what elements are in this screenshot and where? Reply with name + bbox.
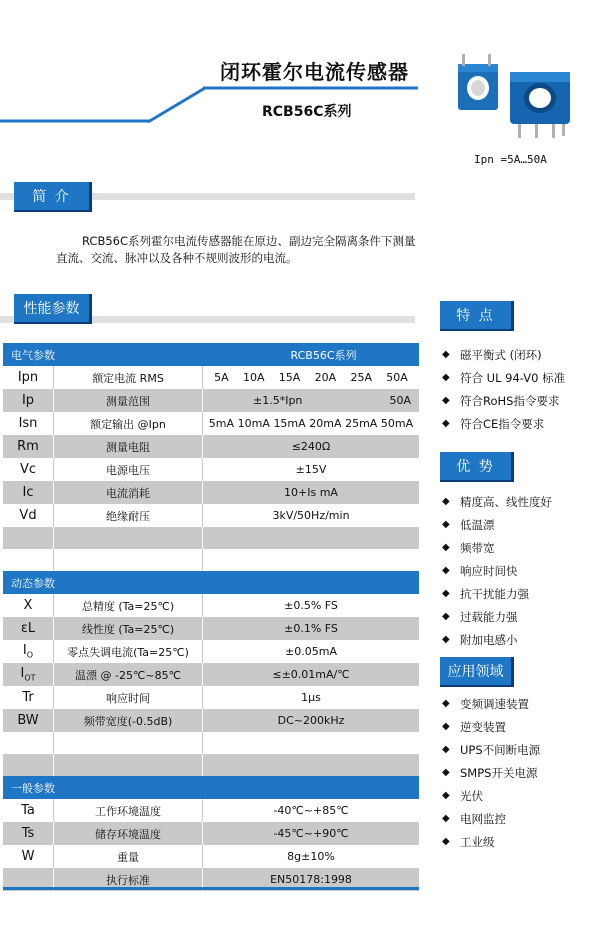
list-item: ◆ 精度高、线性度好 — [442, 494, 552, 509]
param-value: -45℃~+90℃ — [273, 827, 349, 840]
features-list — [442, 343, 565, 435]
param-symbol: Ip — [21, 393, 35, 408]
section-label: 动态参数 — [11, 576, 55, 590]
param-value: EN50178:1998 — [270, 873, 352, 886]
param-symbol: εL — [20, 621, 36, 636]
value-cell: 20mA — [309, 417, 342, 430]
table-row — [3, 663, 419, 686]
list-item: ◆ 响应时间快 — [442, 563, 518, 578]
section-label: 电气参数 — [11, 348, 55, 362]
intro-heading: 简 介 — [14, 182, 92, 212]
intro-text: RCB56C系列霍尔电流传感器能在原边、副边完全隔离条件下测量直流、交流、脉冲以及各种不规则波形的电流。 — [56, 234, 416, 265]
param-symbol: $I_O$ — [22, 643, 34, 660]
param-name: 零点失调电流(Ta=25℃) — [53, 640, 203, 663]
param-symbol: Vc — [19, 462, 37, 477]
ipn-range-caption: Ipn =5A…50A — [474, 153, 547, 166]
param-name: 响应时间 — [53, 686, 203, 709]
param-value: ±0.5% FS — [284, 599, 338, 612]
param-name: 额定电流 RMS — [53, 366, 203, 389]
table-row — [3, 594, 419, 617]
table-row — [3, 822, 419, 845]
param-value: ≤240Ω — [291, 440, 331, 453]
diamond-bullet-icon: ◆ — [442, 813, 450, 824]
product-image — [440, 44, 590, 144]
list-item: ◆ UPS不间断电源 — [442, 742, 541, 757]
value-cell: 50A — [389, 394, 411, 407]
param-value: 3kV/50Hz/min — [272, 509, 350, 522]
list-item: ◆ 过载能力强 — [442, 609, 518, 624]
param-name: 温漂 @ -25℃~85℃ — [53, 663, 203, 686]
param-name: 总精度 (Ta=25℃) — [53, 594, 203, 617]
param-symbol: $I_{OT}$ — [20, 666, 36, 683]
param-values — [203, 371, 419, 384]
diamond-bullet-icon: ◆ — [442, 519, 450, 530]
diamond-bullet-icon: ◆ — [442, 836, 450, 847]
param-value: ±0.05mA — [285, 645, 337, 658]
diamond-bullet-icon: ◆ — [442, 634, 450, 645]
table-row — [3, 435, 419, 458]
list-item: ◆ 符合CE指令要求 — [442, 416, 545, 431]
table-row — [3, 389, 419, 412]
table-row — [3, 366, 419, 389]
table-bottom-rule — [3, 887, 419, 890]
diamond-bullet-icon: ◆ — [442, 542, 450, 553]
spec-table — [3, 343, 419, 891]
list-item: ◆ 电网监控 — [442, 811, 506, 826]
list-item: ◆ 频带宽 — [442, 540, 495, 555]
value-cell: 50mA — [380, 417, 414, 430]
list-item: ◆ 光伏 — [442, 788, 483, 803]
section-label: 一般参数 — [11, 781, 55, 795]
param-symbol: Rm — [17, 439, 39, 454]
performance-heading: 性能参数 — [14, 294, 92, 324]
param-symbol: Tr — [22, 690, 34, 705]
list-item: ◆ 抗干扰能力强 — [442, 586, 529, 601]
value-cell: 10mA — [237, 417, 270, 430]
table-row-empty — [3, 732, 419, 754]
param-name: 电流消耗 — [53, 481, 203, 504]
diamond-bullet-icon: ◆ — [442, 349, 450, 360]
list-item: ◆ 符合RoHS指令要求 — [442, 393, 560, 408]
diamond-bullet-icon: ◆ — [442, 744, 450, 755]
diamond-bullet-icon: ◆ — [442, 611, 450, 622]
param-symbol: BW — [17, 713, 39, 728]
diamond-bullet-icon: ◆ — [442, 565, 450, 576]
param-value: ±0.1% FS — [284, 622, 338, 635]
param-name: 工作环境温度 — [53, 799, 203, 822]
table-row — [3, 845, 419, 868]
table-row — [3, 686, 419, 709]
param-name: 频带宽度(-0.5dB) — [53, 709, 203, 732]
value-cell: 25A — [350, 371, 372, 384]
param-value: -40℃~+85℃ — [273, 804, 349, 817]
value-cell: ±1.5*Ipn — [253, 394, 303, 407]
param-value: ±15V — [295, 463, 327, 476]
param-value: ≤±0.01mA/℃ — [272, 668, 350, 681]
param-values — [203, 417, 419, 430]
features-heading: 特 点 — [440, 301, 514, 331]
param-value: 8g±10% — [287, 850, 335, 863]
table-row — [3, 481, 419, 504]
list-item: ◆ 磁平衡式 (闭环) — [442, 347, 542, 362]
list-item: ◆ 变频调速装置 — [442, 696, 529, 711]
param-symbol: W — [21, 849, 35, 864]
series-label: RCB56C系列 — [290, 348, 357, 362]
advantages-heading: 优 势 — [440, 452, 514, 482]
value-cell: 15mA — [273, 417, 306, 430]
diamond-bullet-icon: ◆ — [442, 418, 450, 429]
list-item: ◆ 符合 UL 94-V0 标准 — [442, 370, 566, 385]
table-row-empty — [3, 754, 419, 776]
diamond-bullet-icon: ◆ — [442, 496, 450, 507]
param-symbol: Vd — [19, 508, 37, 523]
param-name: 执行标准 — [53, 868, 203, 891]
param-symbol: X — [23, 598, 33, 613]
table-row — [3, 799, 419, 822]
param-symbol: Isn — [18, 416, 38, 431]
general-section-header — [3, 776, 419, 799]
list-item: ◆ SMPS开关电源 — [442, 765, 538, 780]
table-row — [3, 709, 419, 732]
value-cell: 50A — [386, 371, 408, 384]
param-name: 电源电压 — [53, 458, 203, 481]
param-value: DC~200kHz — [277, 714, 345, 727]
param-symbol: Ts — [21, 826, 35, 841]
param-symbol: Ic — [22, 485, 34, 500]
param-name: 线性度 (Ta=25℃) — [53, 617, 203, 640]
value-cell: 20A — [314, 371, 337, 384]
diamond-bullet-icon: ◆ — [442, 588, 450, 599]
diamond-bullet-icon: ◆ — [442, 698, 450, 709]
table-row — [3, 458, 419, 481]
param-name: 储存环境温度 — [53, 822, 203, 845]
param-name: 重量 — [53, 845, 203, 868]
table-row — [3, 640, 419, 663]
diamond-bullet-icon: ◆ — [442, 372, 450, 383]
table-row — [3, 617, 419, 640]
advantages-list — [442, 490, 552, 651]
diamond-bullet-icon: ◆ — [442, 395, 450, 406]
list-item: ◆ 工业级 — [442, 834, 495, 849]
param-symbol: Ipn — [17, 370, 39, 385]
electrical-section-header — [3, 343, 419, 366]
list-item: ◆ 附加电感小 — [442, 632, 518, 647]
applications-list — [442, 692, 540, 853]
applications-heading: 应用领域 — [440, 657, 514, 687]
param-values — [203, 394, 419, 407]
value-cell: 15A — [278, 371, 301, 384]
value-cell: 10A — [242, 371, 265, 384]
series-subtitle: RCB56C系列 — [262, 104, 352, 120]
diamond-bullet-icon: ◆ — [442, 721, 450, 732]
param-name: 绝缘耐压 — [53, 504, 203, 527]
param-name: 测量范围 — [53, 389, 203, 412]
table-row — [3, 504, 419, 527]
table-row — [3, 412, 419, 435]
dynamic-section-header — [3, 571, 419, 594]
diamond-bullet-icon: ◆ — [442, 767, 450, 778]
table-row-empty — [3, 549, 419, 571]
diamond-bullet-icon: ◆ — [442, 790, 450, 801]
param-value: 1μs — [301, 691, 321, 704]
param-symbol: Ta — [21, 803, 35, 818]
param-name: 测量电阻 — [53, 435, 203, 458]
list-item: ◆ 低温漂 — [442, 517, 495, 532]
page-title: 闭环霍尔电流传感器 — [220, 60, 409, 84]
value-cell: 25mA — [345, 417, 378, 430]
param-value: 10+Is mA — [284, 486, 338, 499]
value-cell: 5mA — [208, 417, 235, 430]
list-item: ◆ 逆变装置 — [442, 719, 506, 734]
param-name: 额定输出 @Ipn — [53, 412, 203, 435]
value-cell: 5A — [214, 371, 229, 384]
table-row-empty — [3, 527, 419, 549]
